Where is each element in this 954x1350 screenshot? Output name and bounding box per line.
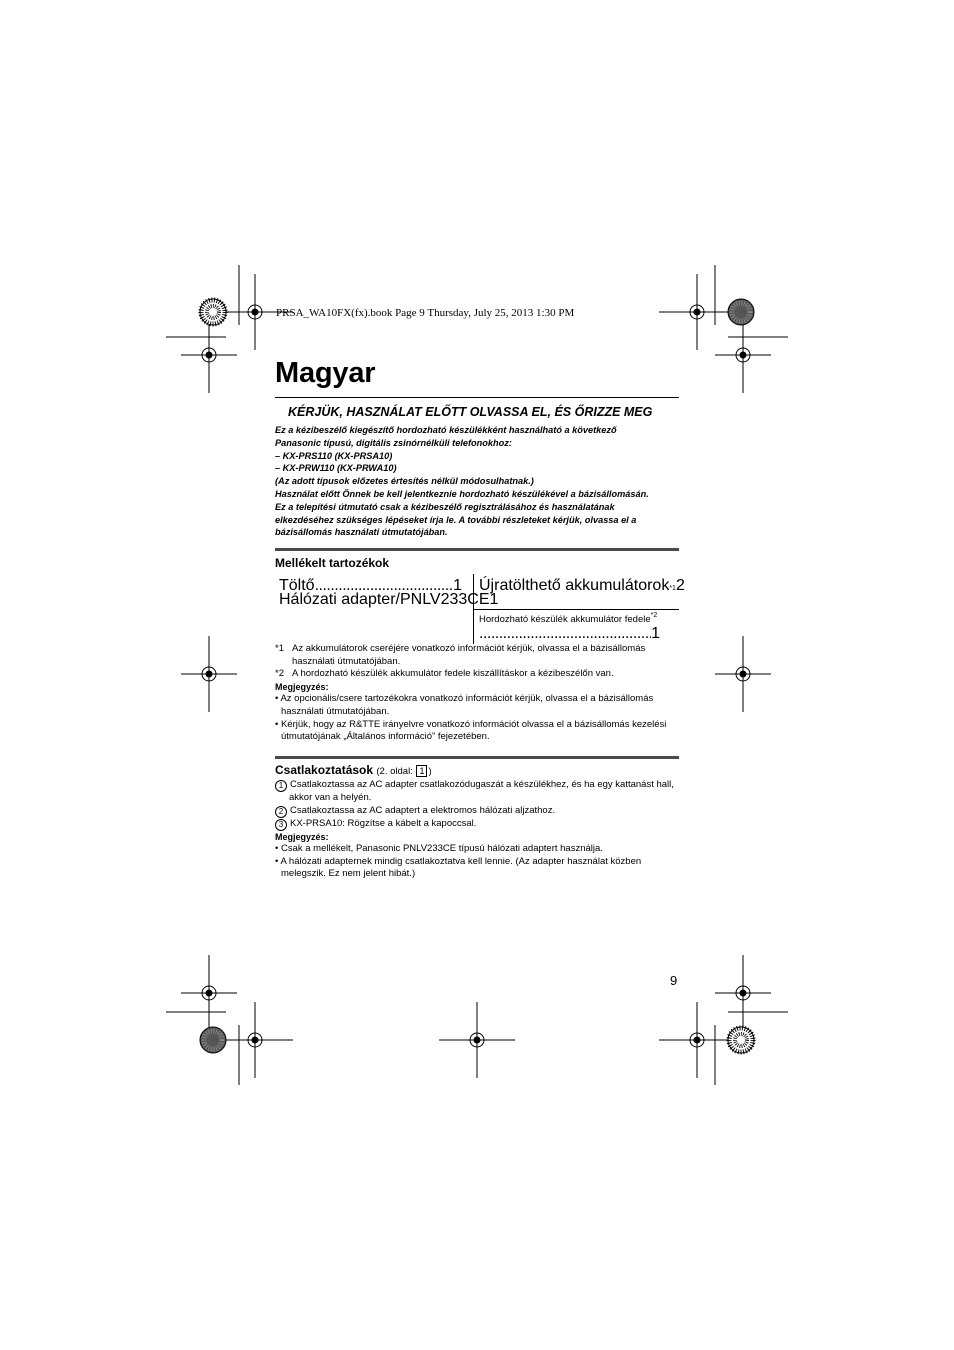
accessory-qty: 2 bbox=[675, 577, 685, 594]
footnote: *2 A hordozható készülék akkumulátor fedele kiszállításkor a kézibeszélőn van. bbox=[275, 668, 614, 680]
intro-line: Ez a telepítési útmutató csak a kézibeszélő regisztrálásához és használatának bbox=[275, 501, 615, 512]
accessory-label: Hálózati adapter/PNLV233CE bbox=[279, 591, 490, 608]
print-job-header: PRSA_WA10FX(fx).book Page 9 Thursday, July 25, 2013 1:30 PM bbox=[276, 307, 575, 319]
accessory-qty: 1 bbox=[489, 591, 499, 608]
note-label: Megjegyzés: bbox=[275, 831, 329, 842]
accessory-item bbox=[279, 591, 499, 609]
intro-line: – KX-PRS110 (KX-PRSA10) bbox=[275, 450, 393, 461]
note-item: • A hálózati adapternek mindig csatlakoztatva kell lennie. (Az adapter használat közben melegszik. Ez nem jelent hibát.) bbox=[275, 855, 642, 880]
table-divider bbox=[473, 609, 679, 610]
figure-reference: (2. oldal: 1 ) bbox=[376, 766, 432, 777]
title-rule bbox=[275, 397, 679, 398]
accessory-label: Hordozható készülék akkumulátor fedele bbox=[479, 614, 651, 625]
intro-line: (Az adott típusok előzetes értesítés nélkül módosulhatnak.) bbox=[275, 476, 534, 487]
note-item: • Kérjük, hogy az R&TTE irányelvre vonatkozó információt olvassa el a bázisállomás kezelési útmutatójának „Általános információ” fejezetében. bbox=[275, 718, 667, 743]
accessory-label: Töltő bbox=[279, 577, 315, 594]
intro-line: bázisállomás használati útmutatójában. bbox=[275, 527, 448, 538]
connections-steps bbox=[275, 779, 685, 881]
accessory-item bbox=[479, 612, 657, 625]
accessories-notes bbox=[275, 643, 685, 744]
intro-heading: KÉRJÜK, HASZNÁLAT ELŐTT OLVASSA EL, ÉS ŐRIZZE MEG bbox=[288, 405, 653, 419]
intro-line: – KX-PRW110 (KX-PRWA10) bbox=[275, 463, 397, 474]
accessories-heading: Mellékelt tartozékok bbox=[275, 556, 390, 570]
footnote: *1 Az akkumulátorok cseréjére vonatkozó információt kérjük, olvassa el a bázisállomás használati útmutatójában. bbox=[275, 643, 646, 667]
language-title: Magyar bbox=[275, 357, 376, 389]
footnote-ref: *1 bbox=[669, 585, 676, 592]
page-number: 9 bbox=[670, 973, 678, 988]
footnote-ref: *2 bbox=[650, 612, 658, 619]
section-rule bbox=[275, 548, 679, 551]
step-item: 1 Csatlakoztassa az AC adapter csatlakozódugaszát a készülékhez, és ha egy kattanást hall, akkor van a helyén. bbox=[275, 779, 685, 805]
note-item: • Csak a mellékelt, Panasonic PNLV233CE típusú hálózati adaptert használja. bbox=[275, 843, 603, 855]
section-rule bbox=[275, 756, 679, 759]
connections-heading: Csatlakoztatások (2. oldal: 1 ) bbox=[275, 763, 432, 777]
intro-line: elkezdéséhez szükséges lépéseket írja le. A további részleteket kérjük, olvassa el a bbox=[275, 514, 637, 525]
accessory-item bbox=[479, 577, 685, 595]
note-label: Megjegyzés: bbox=[275, 681, 329, 692]
intro-line: Panasonic típusú, digitális zsinórnélküli telefonokhoz: bbox=[275, 437, 512, 448]
intro-line: Használat előtt Önnek be kell jelentkeznie hordozható készülékével a bázisállomásán. bbox=[275, 488, 649, 499]
accessory-qty-row bbox=[479, 625, 660, 643]
step-item: 2 Csatlakoztassa az AC adaptert a elektromos hálózati aljzathoz. bbox=[275, 805, 685, 818]
note-item: • Az opcionális/csere tartozékokra vonatkozó információt kérjük, olvassa el a bázisállomás használati útmutatójában. bbox=[275, 693, 654, 717]
accessory-label: Újratölthető akkumulátorok bbox=[479, 577, 670, 594]
accessory-qty: 1 bbox=[453, 577, 462, 594]
intro-line: Ez a kézibeszélő kiegészítő hordozható készülékként használható a következő bbox=[275, 425, 617, 435]
step-item: 3 KX-PRSA10: Rögzítse a kábelt a kapoccsal. bbox=[275, 818, 685, 831]
accessory-qty: 1 bbox=[651, 625, 660, 642]
intro-text bbox=[275, 424, 685, 539]
